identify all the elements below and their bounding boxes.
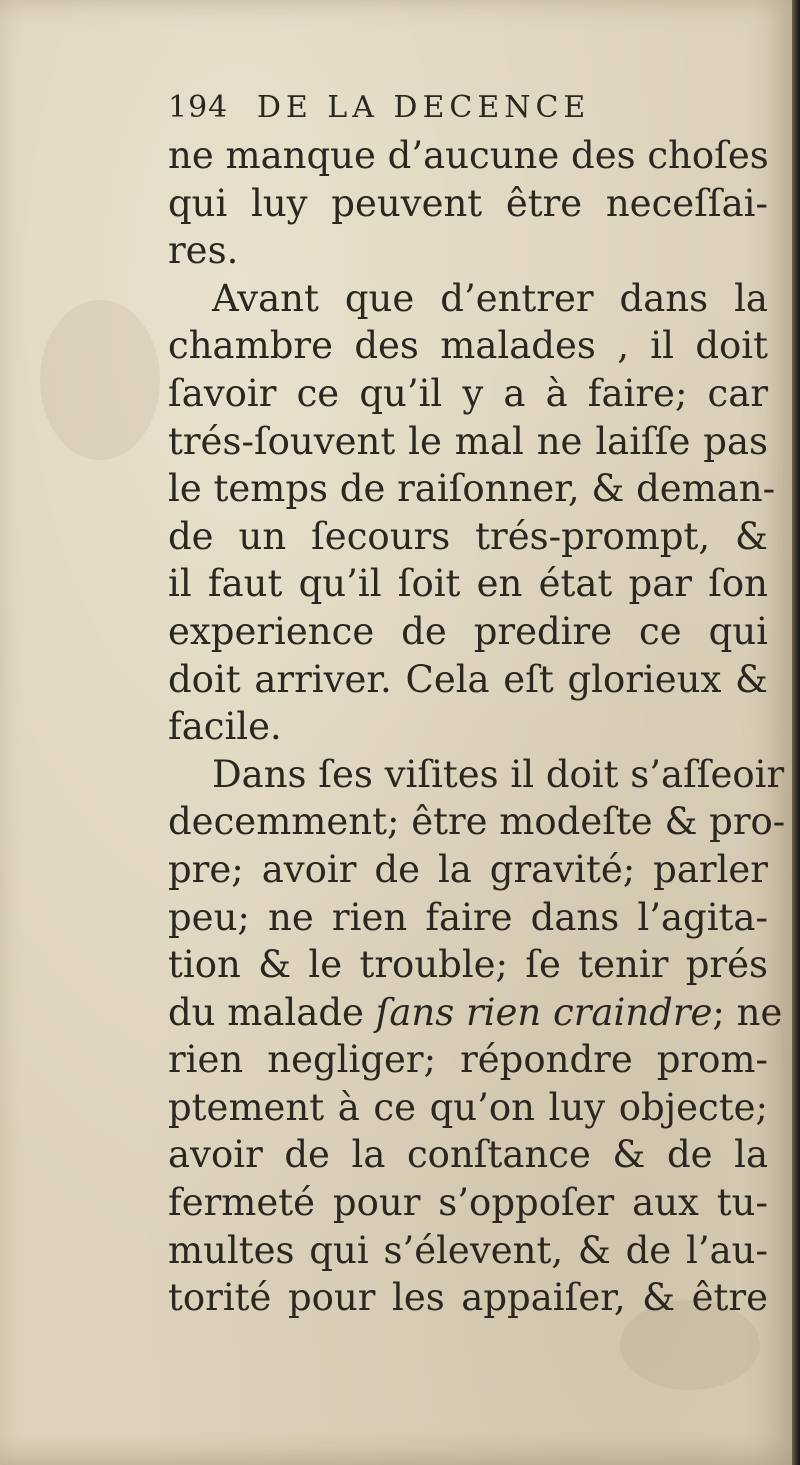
text-line: multes qui s’élevent, & de l’au-: [168, 1228, 768, 1272]
page-number: 194: [168, 90, 229, 125]
text-line: torité pour les appaiſer, & être: [168, 1276, 768, 1320]
text-line: ptement à ce qu’on luy objecte;: [168, 1085, 768, 1129]
text-line: du malade ſans rien craindre; ne: [168, 990, 783, 1034]
italic-phrase: ſans rien craindre: [375, 990, 713, 1034]
text-line: peu; ne rien faire dans l’agita-: [168, 895, 768, 939]
text-line: il faut qu’il ſoit en état par ſon: [168, 562, 768, 606]
text-line: le temps de raiſonner, & deman-: [168, 467, 776, 511]
text-line: doit arriver. Cela eſt glorieux &: [168, 657, 768, 701]
page-edge-shadow: [792, 0, 800, 1465]
paragraph-start: Dans ſes viſites il doit s’aſſeoir: [212, 752, 785, 796]
text-line: facile.: [168, 705, 282, 749]
text-line: trés-ſouvent le mal ne laiſſe pas: [168, 419, 768, 463]
paper-stain: [40, 300, 160, 460]
text-block: [168, 84, 786, 1322]
text-line: tion & le trouble; ſe tenir prés: [168, 943, 768, 987]
text-line: pre; avoir de la gravité; parler: [168, 847, 768, 891]
text-line: rien negliger; répondre prom-: [168, 1038, 768, 1082]
running-header: [168, 84, 768, 132]
body-text: [168, 132, 786, 1322]
text-line: qui luy peuvent être neceſſai-: [168, 181, 768, 225]
text-line: res.: [168, 229, 239, 273]
text-line: de un ſecours trés-prompt, &: [168, 514, 768, 558]
text-line: chambre des malades , il doit: [168, 324, 768, 368]
text-line: decemment; être modeſte & pro-: [168, 800, 786, 844]
text-line: experience de predire ce qui: [168, 609, 768, 653]
text-line: ne manque d’aucune des choſes: [168, 134, 769, 177]
text-line: avoir de la conſtance & de la: [168, 1133, 768, 1177]
paragraph-start: Avant que d’entrer dans la: [212, 276, 768, 320]
running-title: DE LA DECENCE: [256, 90, 591, 125]
text-line: fermeté pour s’oppoſer aux tu-: [168, 1181, 768, 1225]
text-line: ſavoir ce qu’il y a à faire; car: [168, 371, 768, 415]
